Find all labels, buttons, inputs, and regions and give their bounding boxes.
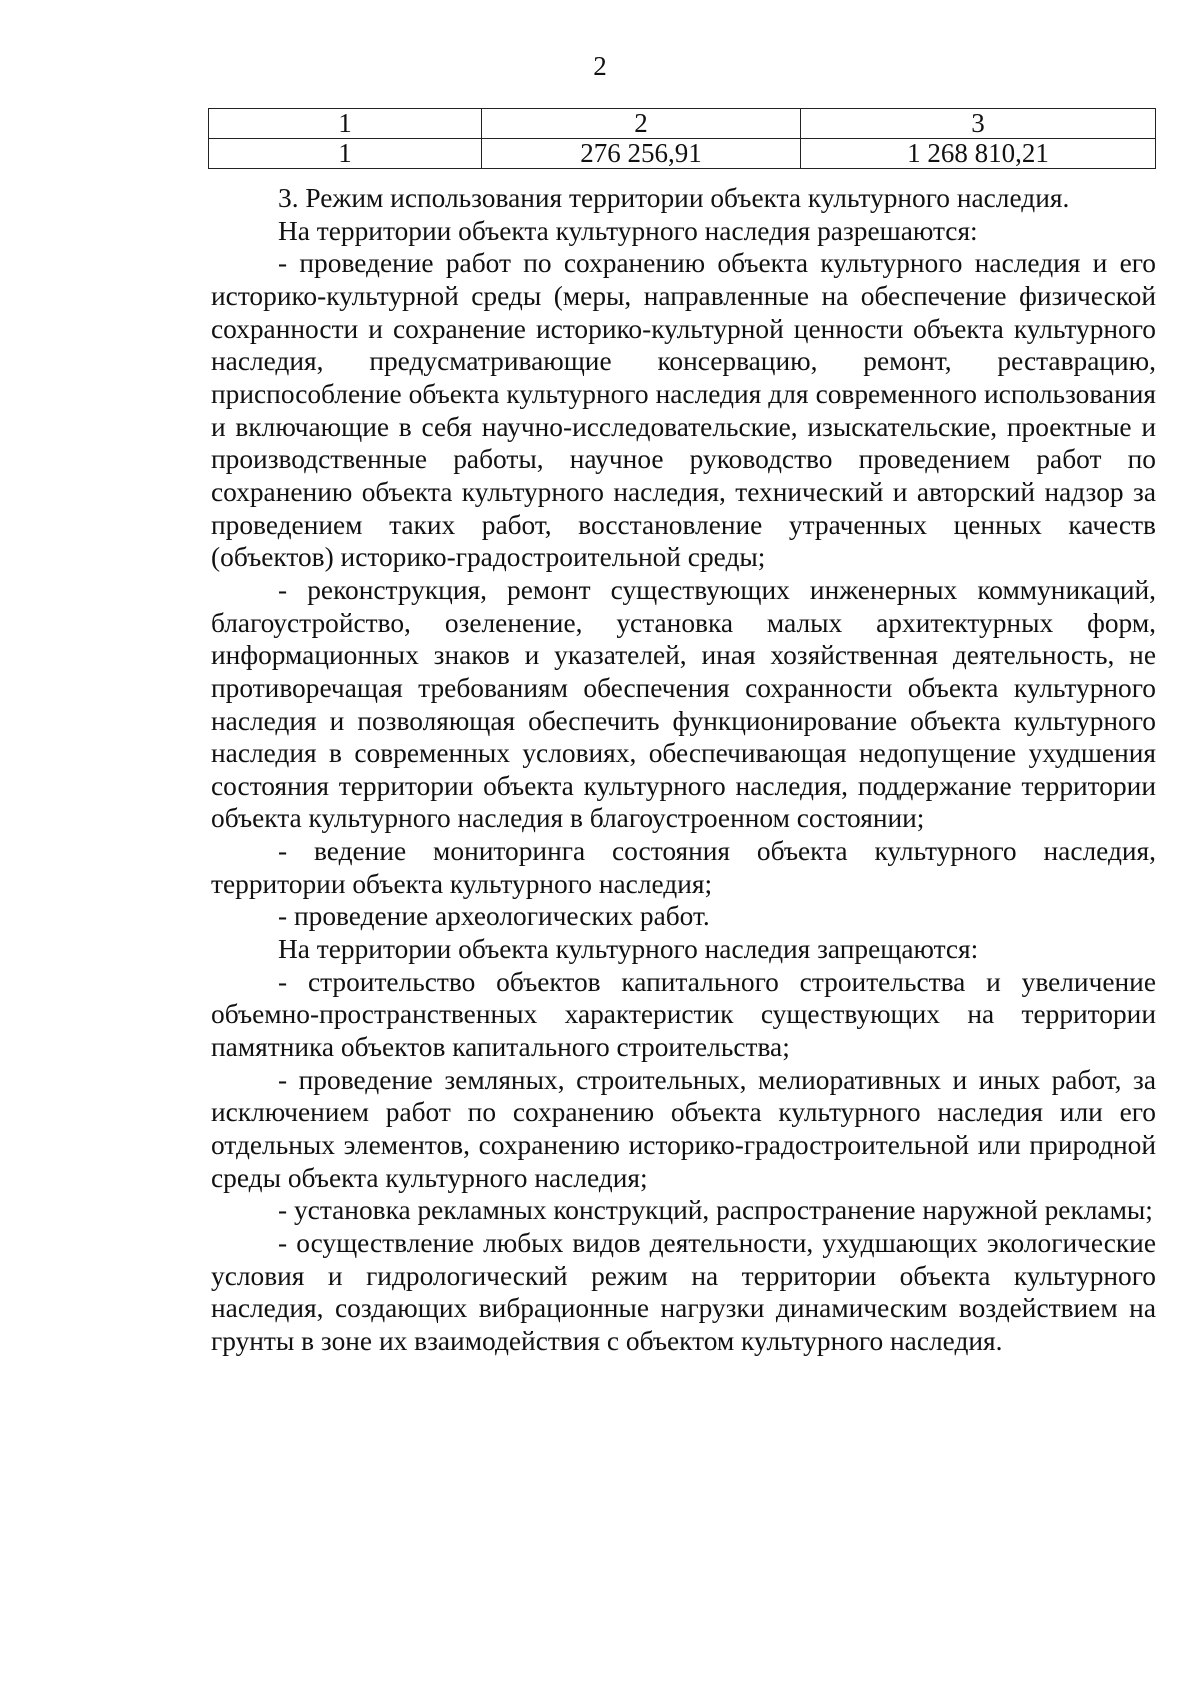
list-item: - проведение работ по сохранению объекта культурного наследия и его историко-культурной среды (меры, направленные на обеспечение физической сохранности и сохранение историко-культурной ценности объекта культурного наследия, предусматривающие консервацию, ремонт, реставрацию, приспособление объекта культурного наследия для современного использования и включающие в себя научно-исследовательские, изыскательские, проектные и производственные работы, научное руководство проведением работ по сохранению объекта культурного наследия, технический и авторский надзор за проведением таких работ, восстановление утраченных ценных качеств (объектов) историко-градостроительной среды; xyxy=(211,248,1156,573)
table-row xyxy=(209,139,1156,169)
table-header-cell: 2 xyxy=(482,109,801,139)
permitted-intro: На территории объекта культурного наследия разрешаются: xyxy=(278,215,978,246)
list-item: - проведение земляных, строительных, мелиоративных и иных работ, за исключением работ по сохранению объекта культурного наследия или его отдельных элементов, сохранению историко-градостроительной или природной среды объекта культурного наследия; xyxy=(211,1064,1156,1193)
list-item: - строительство объектов капитального строительства и увеличение объемно-пространственных характеристик существующих на территории памятника объектов капитального строительства; xyxy=(211,966,1156,1063)
coordinates-table xyxy=(208,108,1156,169)
page-number: 2 xyxy=(593,51,607,81)
list-item: - проведение археологических работ. xyxy=(278,901,710,932)
table-cell-point-number: 1 xyxy=(209,139,482,169)
list-item: - установка рекламных конструкций, распространение наружной рекламы; xyxy=(278,1195,1153,1226)
table-header-cell: 3 xyxy=(801,109,1156,139)
table-header-cell: 1 xyxy=(209,109,482,139)
table-cell-x-coordinate: 276 256,91 xyxy=(482,139,801,169)
section-heading: 3. Режим использования территории объекта культурного наследия. xyxy=(278,183,1070,213)
prohibited-intro: На территории объекта культурного наследия запрещаются: xyxy=(278,934,979,965)
list-item: - осуществление любых видов деятельности, ухудшающих экологические условия и гидрологический режим на территории объекта культурного наследия, создающих вибрационные нагрузки динамическим воздействием на грунты в зоне их взаимодействия с объектом культурного наследия. xyxy=(211,1228,1156,1356)
list-item: - реконструкция, ремонт существующих инженерных коммуникаций, благоустройство, озеленение, установка малых архитектурных форм, информационных знаков и указателей, иная хозяйственная деятельность, не противоречащая требованиям обеспечения сохранности объекта культурного наследия и позволяющая обеспечить функционирование объекта культурного наследия в современных условиях, обеспечивающая недопущение ухудшения состояния территории объекта культурного наследия, поддержание территории объекта культурного наследия в благоустроенном состоянии; xyxy=(211,574,1156,834)
table-header-row xyxy=(209,109,1156,139)
document-body xyxy=(211,182,1156,1358)
list-item: - ведение мониторинга состояния объекта культурного наследия, территории объекта культурного наследия; xyxy=(211,836,1156,899)
table-cell-y-coordinate: 1 268 810,21 xyxy=(801,139,1156,169)
